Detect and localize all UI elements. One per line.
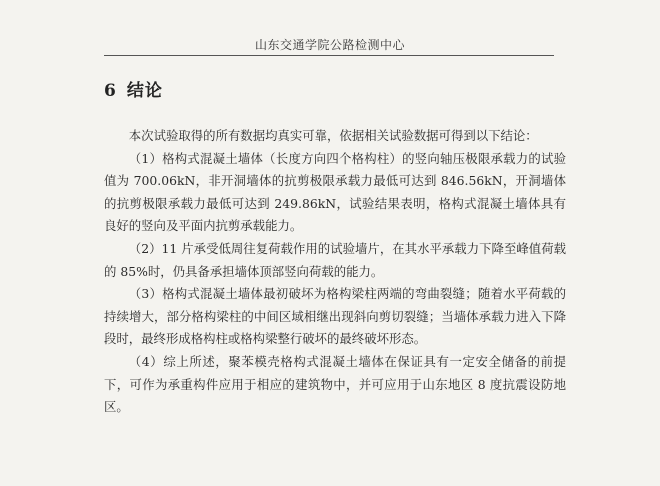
section-number: 6	[104, 81, 117, 101]
section-heading	[104, 76, 163, 101]
conclusion-body	[104, 125, 566, 419]
paragraph-intro: 本次试验取得的所有数据均真实可靠，依据相关试验数据可得到以下结论：	[128, 128, 538, 143]
paragraph-conclusion-2: （2）11 片承受低周往复荷载作用的试验墙片，在其水平承载力下降至峰值荷载的 85%时，仍具备承担墙体顶部竖向荷载的能力。	[104, 240, 566, 279]
header-divider	[104, 55, 554, 56]
page-header: 山东交通学院公路检测中心	[254, 38, 405, 52]
paragraph-conclusion-3: （3）格构式混凝土墙体最初破坏为格构梁柱两端的弯曲裂缝；随着水平荷载的持续增大，部分格构梁柱的中间区域相继出现斜向剪切裂缝；当墙体承载力进入下降段时，最终形成格构柱或格构梁整行破坏的最终破坏形态。	[104, 286, 566, 347]
paragraph-conclusion-4: （4）综上所述，聚苯模壳格构式混凝土墙体在保证具有一定安全储备的前提下，可作为承重构件应用于相应的建筑物中，并可应用于山东地区 8 度抗震设防地区。	[104, 353, 566, 415]
paragraph-conclusion-1: （1）格构式混凝土墙体（长度方向四个格构柱）的竖向轴压极限承载力的试验值为 700.06kN，非开洞墙体的抗剪极限承载力最低可达到 846.56kN，开洞墙体的抗剪极限承载力最低可达到 249.86kN，试验结果表明，格构式混凝土墙体具有良好的竖向及平面内抗剪承载能力。	[104, 150, 566, 234]
section-title: 结论	[126, 81, 163, 101]
